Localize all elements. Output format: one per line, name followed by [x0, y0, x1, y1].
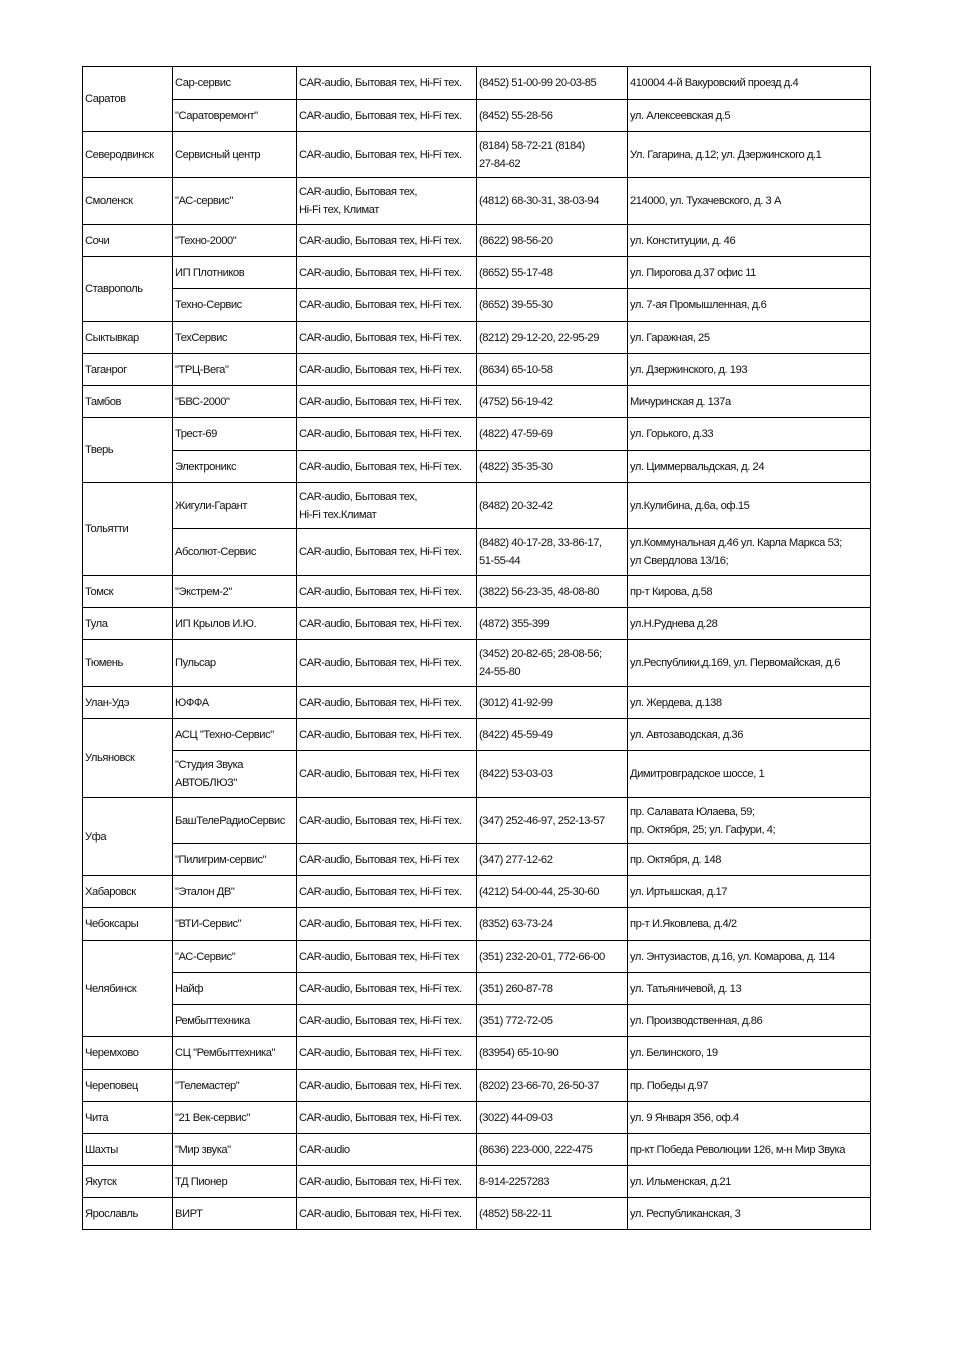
phone-cell: (8452) 51-00-99 20-03-85 — [477, 67, 628, 100]
service-name-cell: Трест-69 — [173, 418, 297, 451]
service-name-cell: ТД Пионер — [173, 1166, 297, 1198]
services-cell: CAR-audio, Бытовая тех, Hi-Fi тех. — [297, 973, 477, 1005]
table-row — [83, 100, 871, 132]
city-cell: Саратов — [83, 67, 173, 132]
services-cell: CAR-audio, Бытовая тех, Hi-Fi тех. — [297, 322, 477, 354]
city-cell: Северодвинск — [83, 132, 173, 178]
address-cell: ул. Гаражная, 25 — [628, 322, 871, 354]
address-cell: ул. Пирогова д.37 офис 11 — [628, 257, 871, 289]
phone-cell: (4812) 68-30-31, 38-03-94 — [477, 178, 628, 225]
table-row — [83, 941, 871, 973]
city-cell: Шахты — [83, 1134, 173, 1166]
service-name-cell: Рембыттехника — [173, 1005, 297, 1037]
service-centers-table — [82, 66, 871, 1230]
table-row — [83, 751, 871, 798]
address-cell: пр-т Кирова, д.58 — [628, 576, 871, 608]
service-name-cell: "Эталон ДВ" — [173, 876, 297, 908]
address-cell: ул. Конституции, д. 46 — [628, 225, 871, 257]
address-cell: ул. Производственная, д.86 — [628, 1005, 871, 1037]
table-row — [83, 908, 871, 941]
city-cell: Тула — [83, 608, 173, 640]
table-row — [83, 354, 871, 386]
address-cell: ул. Алексеевская д.5 — [628, 100, 871, 132]
address-cell: пр. Салавата Юлаева, 59; пр. Октября, 25; ул. Гафури, 4; — [628, 798, 871, 844]
service-name-cell: Сар-сервис — [173, 67, 297, 100]
address-cell: ул. Энтузиастов, д.16, ул. Комарова, д. 114 — [628, 941, 871, 973]
phone-cell: (8422) 53-03-03 — [477, 751, 628, 798]
services-cell: CAR-audio, Бытовая тех, Hi-Fi тех. — [297, 354, 477, 386]
phone-cell: (3452) 20-82-65; 28-08-56; 24-55-80 — [477, 640, 628, 687]
phone-cell: (8636) 223-000, 222-475 — [477, 1134, 628, 1166]
services-cell: CAR-audio, Бытовая тех, Hi-Fi тех. — [297, 1037, 477, 1070]
service-name-cell: "ТРЦ-Вега" — [173, 354, 297, 386]
address-cell: ул. Ильменская, д.21 — [628, 1166, 871, 1198]
services-cell: CAR-audio, Бытовая тех, Hi-Fi тех. — [297, 529, 477, 576]
services-cell: CAR-audio, Бытовая тех, Hi-Fi тех. — [297, 576, 477, 608]
service-name-cell: Абсолют-Сервис — [173, 529, 297, 576]
phone-cell: (8652) 55-17-48 — [477, 257, 628, 289]
service-name-cell: "Студия Звука АВТОБЛЮЗ" — [173, 751, 297, 798]
service-name-cell: Сервисный центр — [173, 132, 297, 178]
city-cell: Хабаровск — [83, 876, 173, 908]
city-cell: Уфа — [83, 798, 173, 876]
phone-cell: (4212) 54-00-44, 25-30-60 — [477, 876, 628, 908]
service-name-cell: "Телемастер" — [173, 1070, 297, 1102]
table-row — [83, 178, 871, 225]
phone-cell: (4872) 355-399 — [477, 608, 628, 640]
city-cell: Сочи — [83, 225, 173, 257]
service-name-cell: "Техно-2000" — [173, 225, 297, 257]
address-cell: ул.Коммунальная д.46 ул. Карла Маркса 53; ул Свердлова 13/16; — [628, 529, 871, 576]
service-name-cell: ИП Крылов И.Ю. — [173, 608, 297, 640]
services-cell: CAR-audio, Бытовая тех, Hi-Fi тех — [297, 844, 477, 876]
table-row — [83, 1005, 871, 1037]
services-cell: CAR-audio, Бытовая тех, Hi-Fi тех — [297, 941, 477, 973]
services-cell: CAR-audio, Бытовая тех, Hi-Fi тех. — [297, 876, 477, 908]
table-row — [83, 132, 871, 178]
phone-cell: (8184) 58-72-21 (8184) 27-84-62 — [477, 132, 628, 178]
table-row — [83, 418, 871, 451]
services-cell: CAR-audio, Бытовая тех, Hi-Fi тех. — [297, 67, 477, 100]
services-cell: CAR-audio, Бытовая тех, Hi-Fi тех. — [297, 1070, 477, 1102]
phone-cell: (8634) 65-10-58 — [477, 354, 628, 386]
table-row — [83, 529, 871, 576]
address-cell: ул.Кулибина, д.6а, оф.15 — [628, 483, 871, 529]
services-cell: CAR-audio, Бытовая тех, Hi-Fi тех — [297, 751, 477, 798]
phone-cell: (8352) 63-73-24 — [477, 908, 628, 941]
address-cell: ул. Республиканская, 3 — [628, 1198, 871, 1230]
city-cell: Ярославль — [83, 1198, 173, 1230]
city-cell: Смоленск — [83, 178, 173, 225]
table-row — [83, 640, 871, 687]
city-cell: Тюмень — [83, 640, 173, 687]
services-cell: CAR-audio, Бытовая тех, Hi-Fi тех. — [297, 1166, 477, 1198]
service-name-cell: Жигули-Гарант — [173, 483, 297, 529]
service-name-cell: Техно-Сервис — [173, 289, 297, 322]
phone-cell: (8422) 45-59-49 — [477, 719, 628, 751]
service-name-cell: ТехСервис — [173, 322, 297, 354]
address-cell: ул. Татьяничевой, д. 13 — [628, 973, 871, 1005]
service-name-cell: "21 Век-сервис" — [173, 1102, 297, 1134]
services-cell: CAR-audio, Бытовая тех, Hi-Fi тех. — [297, 1198, 477, 1230]
address-cell: пр-т И.Яковлева, д.4/2 — [628, 908, 871, 941]
phone-cell: (347) 277-12-62 — [477, 844, 628, 876]
city-cell: Тамбов — [83, 386, 173, 418]
address-cell: ул.Н.Руднева д.28 — [628, 608, 871, 640]
city-cell: Череповец — [83, 1070, 173, 1102]
city-cell: Ставрополь — [83, 257, 173, 322]
services-cell: CAR-audio, Бытовая тех, Hi-Fi тех. — [297, 386, 477, 418]
table-body — [83, 67, 871, 1230]
city-cell: Сыктывкар — [83, 322, 173, 354]
service-centers-page — [82, 66, 870, 1230]
address-cell: пр. Победы д.97 — [628, 1070, 871, 1102]
table-row — [83, 225, 871, 257]
phone-cell: (8482) 40-17-28, 33-86-17, 51-55-44 — [477, 529, 628, 576]
service-name-cell: Электроникс — [173, 451, 297, 483]
services-cell: CAR-audio, Бытовая тех, Hi-Fi тех. — [297, 608, 477, 640]
services-cell: CAR-audio, Бытовая тех, Hi-Fi тех, Климат — [297, 178, 477, 225]
services-cell: CAR-audio, Бытовая тех, Hi-Fi тех. — [297, 132, 477, 178]
table-row — [83, 687, 871, 719]
city-cell: Челябинск — [83, 941, 173, 1037]
phone-cell: (8202) 23-66-70, 26-50-37 — [477, 1070, 628, 1102]
table-row — [83, 322, 871, 354]
city-cell: Чита — [83, 1102, 173, 1134]
address-cell: ул.Республики,д.169, ул. Первомайская, д.6 — [628, 640, 871, 687]
address-cell: ул. Циммервальдская, д. 24 — [628, 451, 871, 483]
phone-cell: (4822) 35-35-30 — [477, 451, 628, 483]
address-cell: пр. Октября, д. 148 — [628, 844, 871, 876]
table-row — [83, 289, 871, 322]
address-cell: ул. Автозаводская, д.36 — [628, 719, 871, 751]
service-name-cell: "Мир звука" — [173, 1134, 297, 1166]
city-cell: Таганрог — [83, 354, 173, 386]
address-cell: ул. 9 Января 356, оф.4 — [628, 1102, 871, 1134]
address-cell: ул. Дзержинского, д. 193 — [628, 354, 871, 386]
address-cell: пр-кт Победа Революции 126, м-н Мир Звука — [628, 1134, 871, 1166]
table-row — [83, 483, 871, 529]
table-row — [83, 1102, 871, 1134]
phone-cell: (8652) 39-55-30 — [477, 289, 628, 322]
service-name-cell: "ВТИ-Сервис" — [173, 908, 297, 941]
phone-cell: (8452) 55-28-56 — [477, 100, 628, 132]
city-cell: Ульяновск — [83, 719, 173, 798]
phone-cell: (8622) 98-56-20 — [477, 225, 628, 257]
table-row — [83, 876, 871, 908]
service-name-cell: АСЦ "Техно-Сервис" — [173, 719, 297, 751]
phone-cell: (8482) 20-32-42 — [477, 483, 628, 529]
service-name-cell: БашТелеРадиоСервис — [173, 798, 297, 844]
phone-cell: (3822) 56-23-35, 48-08-80 — [477, 576, 628, 608]
table-row — [83, 386, 871, 418]
phone-cell: (8212) 29-12-20, 22-95-29 — [477, 322, 628, 354]
phone-cell: (347) 252-46-97, 252-13-57 — [477, 798, 628, 844]
services-cell: CAR-audio, Бытовая тех, Hi-Fi тех. — [297, 908, 477, 941]
service-name-cell: "БВС-2000" — [173, 386, 297, 418]
service-name-cell: Найф — [173, 973, 297, 1005]
services-cell: CAR-audio, Бытовая тех, Hi-Fi тех. — [297, 257, 477, 289]
service-name-cell: "АС-Сервис" — [173, 941, 297, 973]
services-cell: CAR-audio — [297, 1134, 477, 1166]
phone-cell: 8-914-2257283 — [477, 1166, 628, 1198]
service-name-cell: "Саратовремонт" — [173, 100, 297, 132]
table-row — [83, 1037, 871, 1070]
service-name-cell: "Пилигрим-сервис" — [173, 844, 297, 876]
table-row — [83, 1134, 871, 1166]
services-cell: CAR-audio, Бытовая тех, Hi-Fi тех. — [297, 640, 477, 687]
address-cell: ул. Белинского, 19 — [628, 1037, 871, 1070]
phone-cell: (3022) 44-09-03 — [477, 1102, 628, 1134]
table-row — [83, 1198, 871, 1230]
services-cell: CAR-audio, Бытовая тех, Hi-Fi тех. — [297, 798, 477, 844]
table-row — [83, 1070, 871, 1102]
address-cell: ул. Горького, д.33 — [628, 418, 871, 451]
table-row — [83, 973, 871, 1005]
phone-cell: (3012) 41-92-99 — [477, 687, 628, 719]
service-name-cell: СЦ "Рембыттехника" — [173, 1037, 297, 1070]
table-row — [83, 451, 871, 483]
table-row — [83, 844, 871, 876]
services-cell: CAR-audio, Бытовая тех, Hi-Fi тех. — [297, 1102, 477, 1134]
address-cell: Ул. Гагарина, д.12; ул. Дзержинского д.1 — [628, 132, 871, 178]
services-cell: CAR-audio, Бытовая тех, Hi-Fi тех. — [297, 289, 477, 322]
service-name-cell: ИП Плотников — [173, 257, 297, 289]
service-name-cell: Пульсар — [173, 640, 297, 687]
table-row — [83, 1166, 871, 1198]
table-row — [83, 608, 871, 640]
city-cell: Якутск — [83, 1166, 173, 1198]
address-cell: ул. 7-ая Промышленная, д.6 — [628, 289, 871, 322]
services-cell: CAR-audio, Бытовая тех, Hi-Fi тех. — [297, 225, 477, 257]
city-cell: Тверь — [83, 418, 173, 483]
services-cell: CAR-audio, Бытовая тех, Hi-Fi тех. — [297, 1005, 477, 1037]
services-cell: CAR-audio, Бытовая тех, Hi-Fi тех. — [297, 100, 477, 132]
city-cell: Тольятти — [83, 483, 173, 576]
table-row — [83, 576, 871, 608]
address-cell: Мичуринская д. 137а — [628, 386, 871, 418]
services-cell: CAR-audio, Бытовая тех, Hi-Fi тех.Климат — [297, 483, 477, 529]
address-cell: ул. Жердева, д.138 — [628, 687, 871, 719]
city-cell: Черемхово — [83, 1037, 173, 1070]
services-cell: CAR-audio, Бытовая тех, Hi-Fi тех. — [297, 687, 477, 719]
phone-cell: (351) 772-72-05 — [477, 1005, 628, 1037]
service-name-cell: ВИРТ — [173, 1198, 297, 1230]
phone-cell: (4752) 56-19-42 — [477, 386, 628, 418]
services-cell: CAR-audio, Бытовая тех, Hi-Fi тех. — [297, 719, 477, 751]
table-row — [83, 719, 871, 751]
city-cell: Улан-Удэ — [83, 687, 173, 719]
phone-cell: (4852) 58-22-11 — [477, 1198, 628, 1230]
phone-cell: (351) 260-87-78 — [477, 973, 628, 1005]
address-cell: 214000, ул. Тухачевского, д. 3 А — [628, 178, 871, 225]
table-row — [83, 67, 871, 100]
table-row — [83, 798, 871, 844]
services-cell: CAR-audio, Бытовая тех, Hi-Fi тех. — [297, 451, 477, 483]
phone-cell: (83954) 65-10-90 — [477, 1037, 628, 1070]
service-name-cell: "АС-сервис" — [173, 178, 297, 225]
city-cell: Томск — [83, 576, 173, 608]
address-cell: ул. Иртышская, д.17 — [628, 876, 871, 908]
city-cell: Чебоксары — [83, 908, 173, 941]
table-row — [83, 257, 871, 289]
phone-cell: (4822) 47-59-69 — [477, 418, 628, 451]
address-cell: 410004 4-й Вакуровский проезд д.4 — [628, 67, 871, 100]
services-cell: CAR-audio, Бытовая тех, Hi-Fi тех. — [297, 418, 477, 451]
service-name-cell: "Экстрем-2" — [173, 576, 297, 608]
service-name-cell: ЮФФА — [173, 687, 297, 719]
phone-cell: (351) 232-20-01, 772-66-00 — [477, 941, 628, 973]
address-cell: Димитровградское шоссе, 1 — [628, 751, 871, 798]
